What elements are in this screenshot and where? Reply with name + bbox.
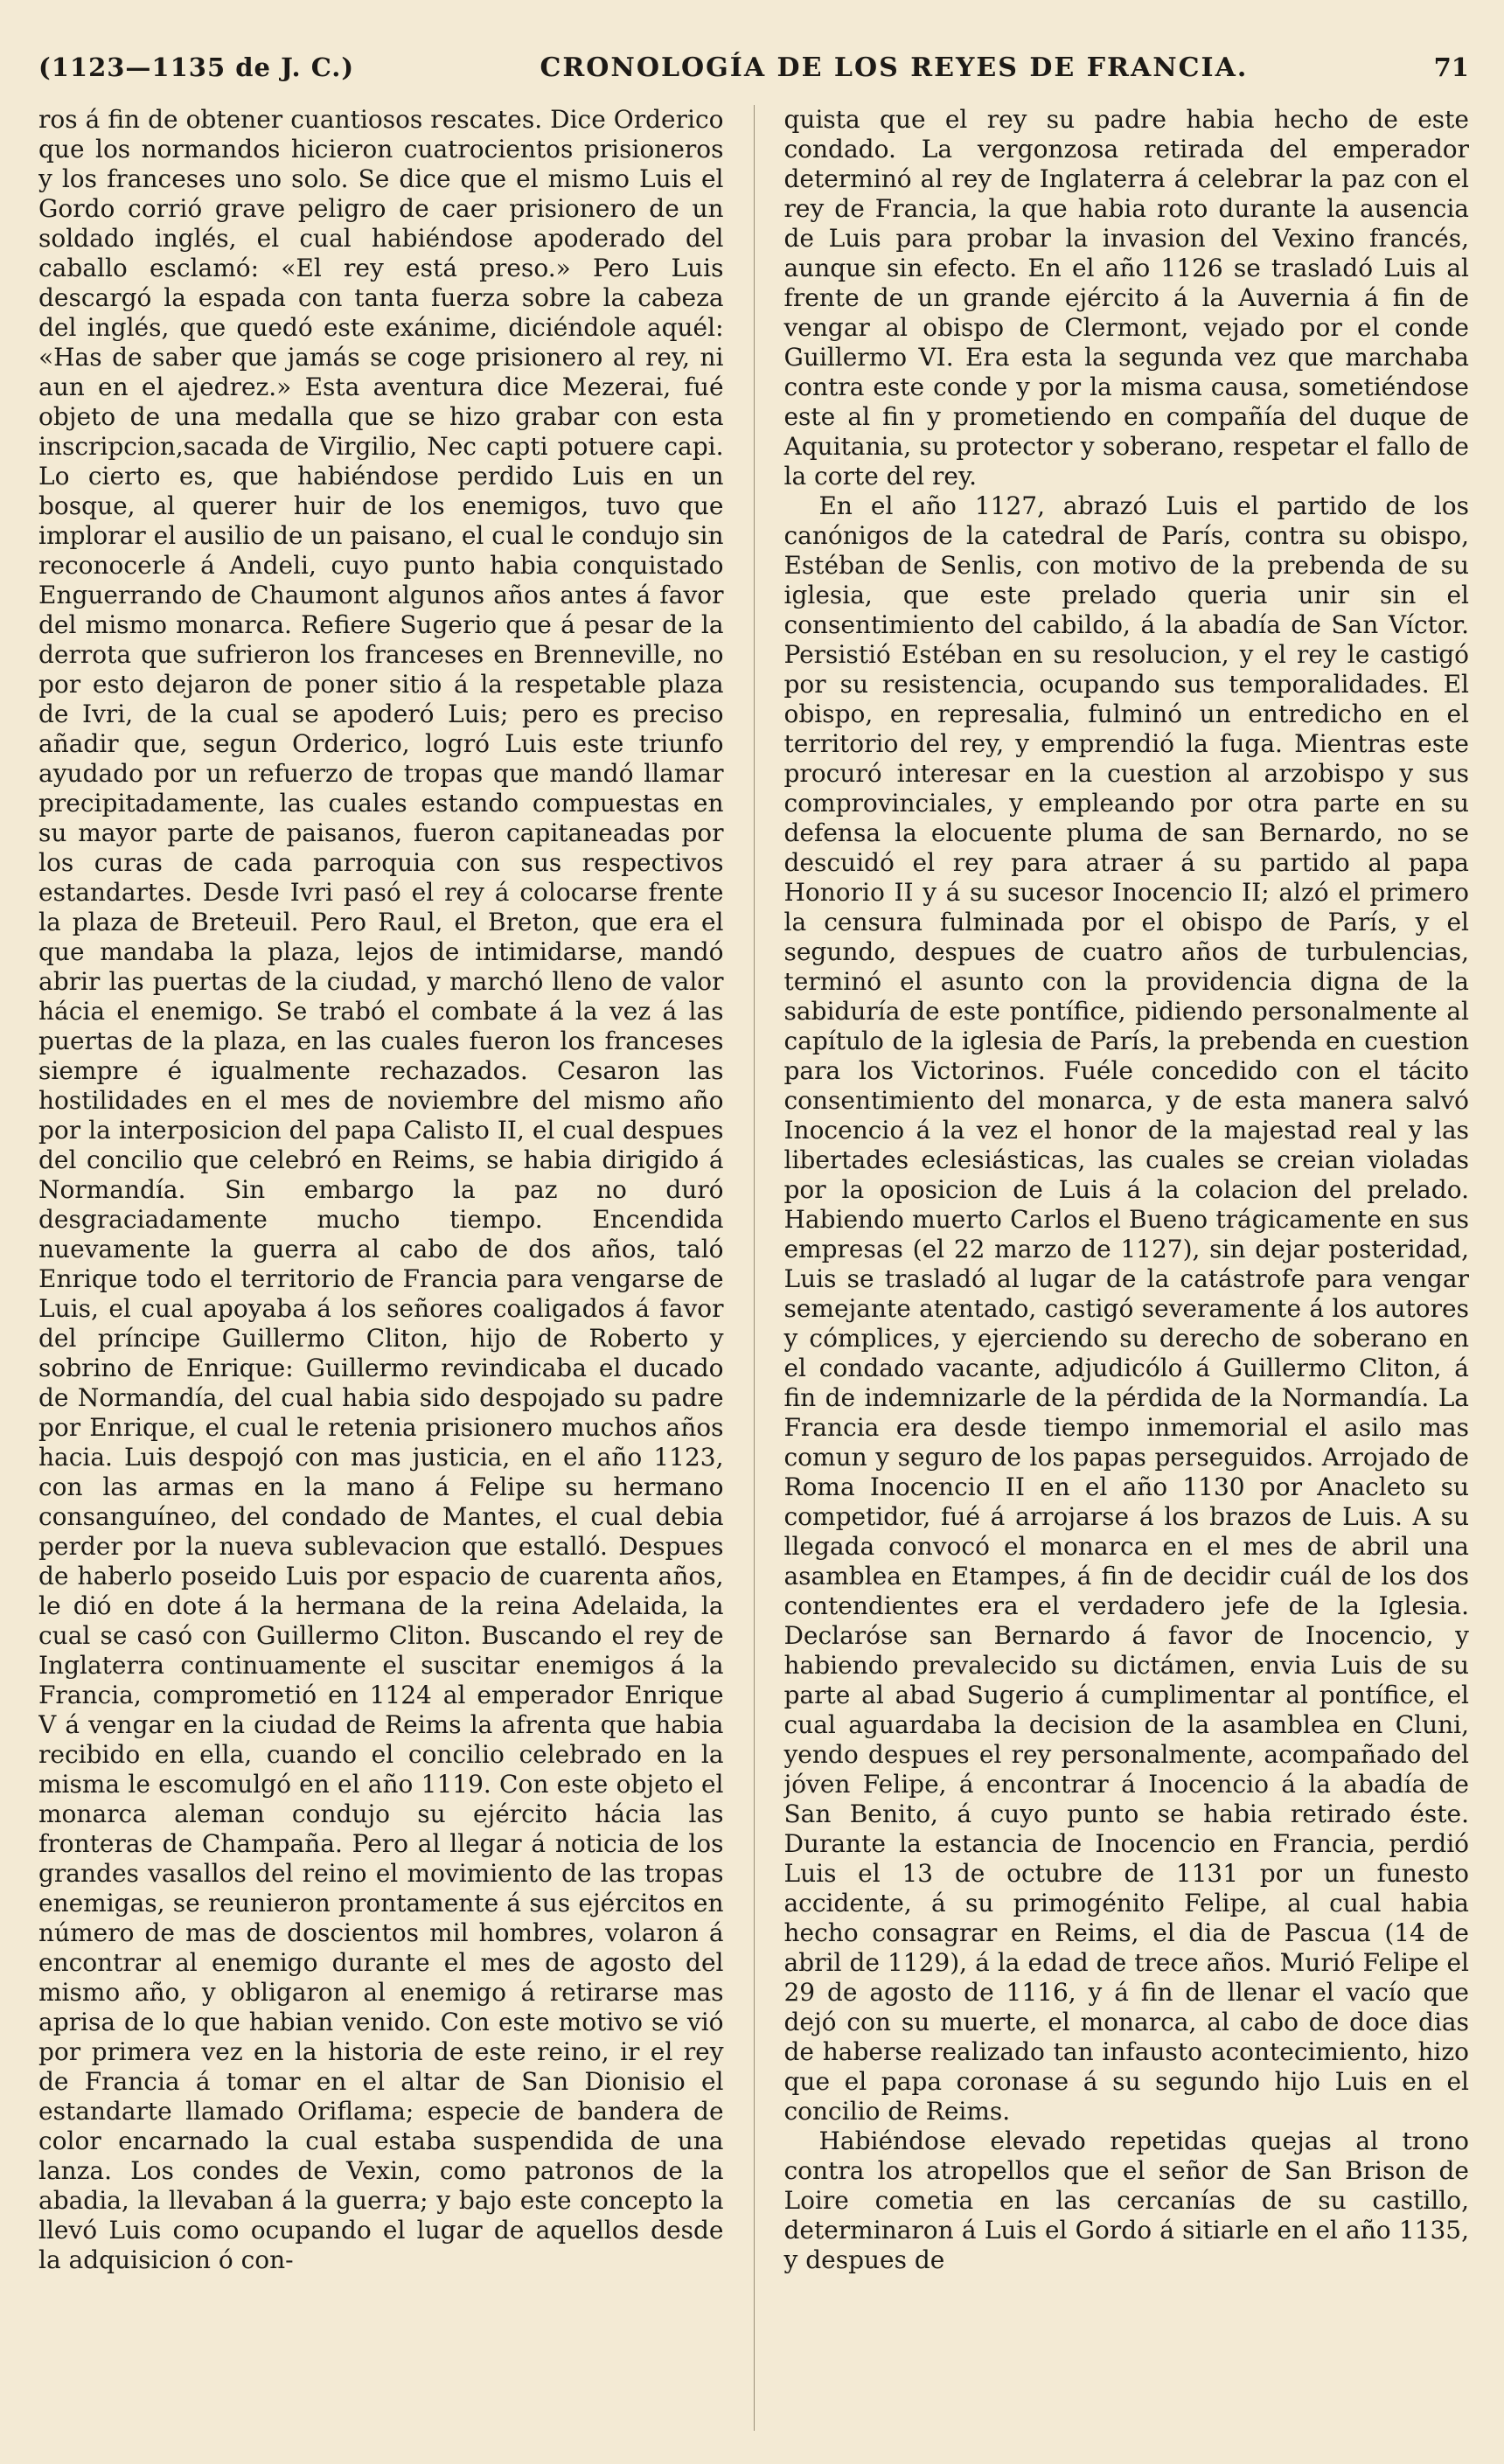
header-date-range: (1123—1135 de J. C.) xyxy=(38,52,355,82)
paragraph: En el año 1127, abrazó Luis el partido de los canónigos de la catedral de París, contra su obispo, Estéban de Senlis, con motivo de la prebenda de su iglesia, que este prelado queria unir sin el consentimiento del cabildo, á la abadía de San Víctor. Persistió Estéban en su resolucion, y el rey le castigó por su resistencia, ocupando sus temporalidades. El obispo, en represalia, fulminó un entredicho en el territorio del rey, y emprendió la fuga. Mientras este procuró interesar en la cuestion al arzobispo y sus comprovinciales, y empleando por otra parte en su defensa la elocuente pluma de san Bernardo, no se descuidó el rey para atraer á su partido al papa Honorio II y á su sucesor Inocencio II; alzó el primero la censura fulminada por el obispo de París, y el segundo, despues de cuatro años de turbulencias, terminó el asunto con la providencia digna de la sabiduría de este pontífice, pidiendo personalmente al capítulo de la iglesia de París, la prebenda en cuestion para los Victorinos. Fuéle concedido con el tácito consentimiento del monarca, y de esta manera salvó Inocencio á la vez el honor de la majestad real y las libertades eclesiásticas, las cuales se creian violadas por la oposicion de Luis á la colacion del prelado. Habiendo muerto Carlos el Bueno trágicamente en sus empresas (el 22 marzo de 1127), sin dejar posteridad, Luis se trasladó al lugar de la catástrofe para vengar semejante atentado, castigó severamente á los autores y cómplices, y ejerciendo su derecho de soberano en el condado vacante, adjudicólo á Guillermo Cliton, á fin de indemnizarle de la pérdida de la Normandía. La Francia era desde tiempo inmemorial el asilo mas comun y seguro de los papas perseguidos. Arrojado de Roma Inocencio II en el año 1130 por Anacleto su competidor, fué á arrojarse á los brazos de Luis. A su llegada convocó el monarca en el mes de abril una asamblea en Etampes, á fin de decidir cuál de los dos contendientes era el verdadero jefe de la Iglesia. Declaróse san Bernardo á favor de Inocencio, y habiendo prevalecido su dictámen, envia Luis de su parte al abad Sugerio á cumplimentar al pontífice, el cual aguardaba la decision de la asamblea en Cluni, yendo despues el rey personalmente, acompañado del jóven Felipe, á encontrar á Inocencio á la abadía de San Benito, á cuyo punto se habia retirado éste. Durante la estancia de Inocencio en Francia, perdió Luis el 13 de octubre de 1131 por un funesto accidente, á su primogénito Felipe, al cual habia hecho consagrar en Reims, el dia de Pascua (14 de abril de 1129), á la edad de trece años. Murió Felipe el 29 de agosto de 1116, y á fin de llenar el vacío que dejó con su muerte, el monarca, al cabo de doce dias de haberse realizado tan infausto acontecimiento, hizo que el papa coronase á su segundo hijo Luis en el concilio de Reims. xyxy=(783,491,1469,2126)
page-number: 71 xyxy=(1433,52,1469,82)
column-divider xyxy=(754,105,755,2431)
running-header xyxy=(38,52,1469,105)
paragraph: ros á fin de obtener cuantiosos rescates. Dice Orderico que los normandos hicieron cuatrocientos prisioneros y los franceses uno solo. Se dice que el mismo Luis el Gordo corrió grave peligro de caer prisionero de un soldado inglés, el cual habiéndose apoderado del caballo esclamó: «El rey está preso.» Pero Luis descargó la espada con tanta fuerza sobre la cabeza del inglés, que quedó este exánime, diciéndole aquél: «Has de saber que jamás se coge prisionero al rey, ni aun en el ajedrez.» Esta aventura dice Mezerai, fué objeto de una medalla que se hizo grabar con esta inscripcion,sacada de Virgilio, Nec capti potuere capi. Lo cierto es, que habiéndose perdido Luis en un bosque, al querer huir de los enemigos, tuvo que implorar el ausilio de un paisano, el cual le condujo sin reconocerle á Andeli, cuyo punto habia conquistado Enguerrando de Chaumont algunos años antes á favor del mismo monarca. Refiere Sugerio que á pesar de la derrota que sufrieron los franceses en Brenneville, no por esto dejaron de poner sitio á la respetable plaza de Ivri, de la cual se apoderó Luis; pero es preciso añadir que, segun Orderico, logró Luis este triunfo ayudado por un refuerzo de tropas que mandó llamar precipitadamente, las cuales estando compuestas en su mayor parte de paisanos, fueron capitaneadas por los curas de cada parroquia con sus respectivos estandartes. Desde Ivri pasó el rey á colocarse frente la plaza de Breteuil. Pero Raul, el Breton, que era el que mandaba la plaza, lejos de intimidarse, mandó abrir las puertas de la ciudad, y marchó lleno de valor hácia el enemigo. Se trabó el combate á la vez á las puertas de la plaza, en las cuales fueron los franceses siempre é igualmente rechazados. Cesaron las hostilidades en el mes de noviembre del mismo año por la interposicion del papa Calisto II, el cual despues del concilio que celebró en Reims, se habia dirigido á Normandía. Sin embargo la paz no duró desgraciadamente mucho tiempo. Encendida nuevamente la guerra al cabo de dos años, taló Enrique todo el territorio de Francia para vengarse de Luis, el cual apoyaba á los señores coaligados á favor del príncipe Guillermo Cliton, hijo de Roberto y sobrino de Enrique: Guillermo revindicaba el ducado de Normandía, del cual habia sido despojado su padre por Enrique, el cual le retenia prisionero muchos años hacia. Luis despojó con mas justicia, en el año 1123, con las armas en la mano á Felipe su hermano consanguíneo, del condado de Mantes, el cual debia perder por la nueva sublevacion que estalló. Despues de haberlo poseido Luis por espacio de cuarenta años, le dió en dote á la hermana de la reina Adelaida, la cual se casó con Guillermo Cliton. Buscando el rey de Inglaterra continuamente el suscitar enemigos á la Francia, comprometió en 1124 al emperador Enrique V á vengar en la ciudad de Reims la afrenta que habia recibido en ella, cuando el concilio celebrado en la misma le escomulgó en el año 1119. Con este objeto el monarca aleman condujo su ejército hácia las fronteras de Champaña. Pero al llegar á noticia de los grandes vasallos del reino el movimiento de las tropas enemigas, se reunieron prontamente á sus ejércitos en número de mas de doscientos mil hombres, volaron á encontrar al enemigo durante el mes de agosto del mismo año, y obligaron al enemigo á retirarse mas aprisa de lo que habian venido. Con este motivo se vió por primera vez en la historia de este reino, ir el rey de Francia á tomar en el altar de San Dionisio el estandarte llamado Oriflama; especie de bandera de color encarnado la cual estaba suspendida de una lanza. Los condes de Vexin, como patronos de la abadia, la llevaban á la guerra; y bajo este concepto la llevó Luis como ocupando el lugar de aquellos desde la adquisicion ó con- xyxy=(38,105,724,2274)
left-column xyxy=(38,105,724,2431)
header-title: CRONOLOGÍA DE LOS REYES DE FRANCIA. xyxy=(540,52,1249,83)
text-columns xyxy=(38,105,1469,2431)
paragraph: Habiéndose elevado repetidas quejas al trono contra los atropellos que el señor de San Brison de Loire cometia en las cercanías de su castillo, determinaron á Luis el Gordo á sitiarle en el año 1135, y despues de xyxy=(783,2126,1469,2274)
right-column xyxy=(783,105,1469,2431)
paragraph: quista que el rey su padre habia hecho de este condado. La vergonzosa retirada del emperador determinó al rey de Inglaterra á celebrar la paz con el rey de Francia, la que habia roto durante la ausencia de Luis para probar la invasion del Vexino francés, aunque sin efecto. En el año 1126 se trasladó Luis al frente de un grande ejército á la Auvernia á fin de vengar al obispo de Clermont, vejado por el conde Guillermo VI. Era esta la segunda vez que marchaba contra este conde y por la misma causa, sometiéndose este al fin y prometiendo en compañía del duque de Aquitania, su protector y soberano, respetar el fallo de la corte del rey. xyxy=(783,105,1469,491)
